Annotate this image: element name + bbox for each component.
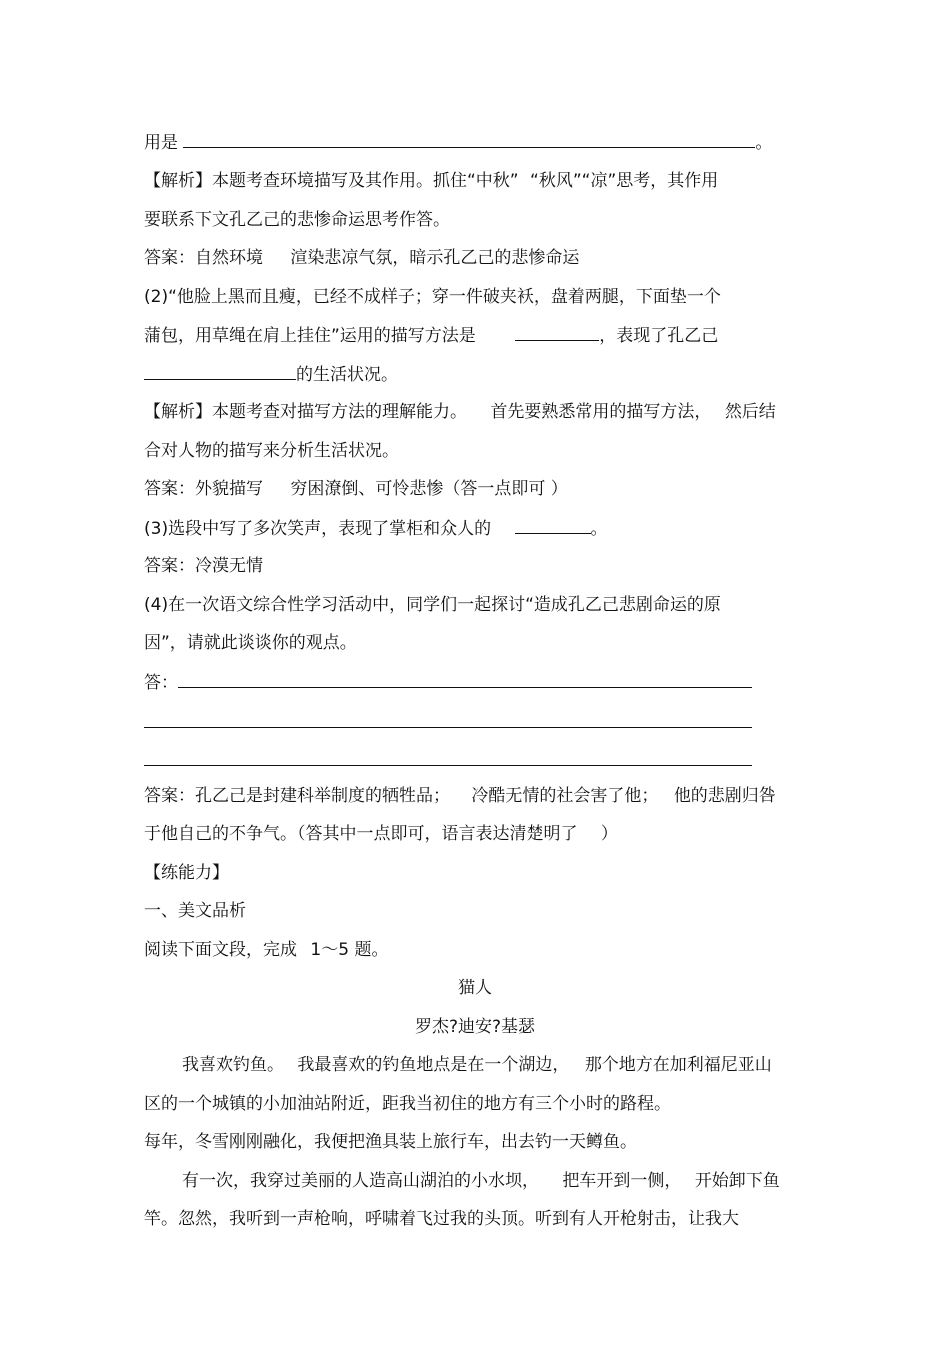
q4-answer-blank-3 — [144, 765, 752, 766]
analysis2-text-c: 然后结 — [724, 402, 776, 422]
q4-answer-blank-2 — [144, 727, 752, 728]
answer1-text-a: 答案：自然环境 — [144, 248, 263, 268]
q3-text: (3)选段中写了多次笑声，表现了掌柜和众人的 — [144, 519, 492, 539]
story-p3-text-a: 有一次，我穿过美丽的人造高山湖泊的小水坝， — [182, 1171, 539, 1191]
analysis2-line2: 合对人物的描写来分析生活状况。 — [144, 441, 399, 461]
analysis1-text-b: “秋风”“凉”思考，其作用 — [530, 171, 719, 191]
story-p3-line2: 竿。忽然，我听到一声枪响，呼啸着飞过我的头顶。听到有人开枪射击，让我大 — [144, 1209, 739, 1229]
q3-blank — [515, 517, 591, 534]
q4-line1: (4)在一次语文综合性学习活动中，同学们一起探讨“造成孔乙己悲剧命运的原 — [144, 595, 721, 615]
q2-line3 — [144, 363, 398, 386]
answer2-line — [144, 478, 568, 500]
q1-answer-blank — [183, 131, 755, 148]
q1-tail-prefix: 用是 — [144, 133, 178, 153]
analysis2-text-b: 首先要熟悉常用的描写方法， — [490, 402, 712, 422]
story-p1-line2: 区的一个城镇的小加油站附近，距我当初住的地方有三个小时的路程。 — [144, 1094, 671, 1114]
q1-tail-suffix: 。 — [755, 133, 773, 153]
q2-line2-text-a: 蒲包，用草绳在肩上挂住”运用的描写方法是 — [144, 326, 476, 346]
analysis2-text-a: 【解析】本题考查对描写方法的理解能力。 — [144, 402, 467, 422]
instruction-text-a: 阅读下面文段，完成 — [144, 940, 297, 960]
q4-answer-blank-1 — [178, 671, 752, 688]
story-p1-text-c: 那个地方在加利福尼亚山 — [584, 1055, 772, 1075]
story-title: 猫人 — [458, 978, 492, 998]
answer2-text-b: 穷困潦倒、可怜悲惨（答一点即可 ） — [290, 479, 568, 499]
analysis1-line2: 要联系下文孔乙己的悲惨命运思考作答。 — [144, 210, 450, 230]
q2-line2 — [144, 324, 718, 347]
q2-status-blank — [144, 363, 296, 380]
story-p3-text-c: 开始卸下鱼 — [694, 1171, 780, 1191]
answer4-line1 — [144, 785, 776, 807]
story-p1-text-a: 我喜欢钓鱼。 — [182, 1055, 284, 1075]
answer4-text-e: ） — [600, 824, 618, 844]
q2-line3-text: 的生活状况。 — [296, 365, 398, 385]
q2-method-blank — [515, 324, 599, 341]
answer4-text-c: 他的悲剧归咎 — [673, 786, 776, 806]
answer1-line — [144, 247, 579, 269]
q3-suffix: 。 — [590, 519, 608, 539]
story-author: 罗杰?迪安?基瑟 — [414, 1017, 536, 1037]
story-p3-text-b: 把车开到一侧， — [562, 1171, 682, 1191]
q3-line — [144, 517, 608, 540]
instruction-text-b: 1～5 题。 — [310, 940, 389, 960]
story-p1-text-b: 我最喜欢的钓鱼地点是在一个湖边， — [297, 1055, 570, 1075]
answer4-line2 — [144, 823, 618, 845]
answer4-text-d: 于他自己的不争气。（答其中一点即可，语言表达清楚明了 — [144, 824, 578, 844]
instruction-line — [144, 939, 388, 961]
section-practice: 【练能力】 — [144, 863, 229, 883]
answer3-line: 答案：冷漠无情 — [144, 556, 263, 576]
answer4-text-b: 冷酷无情的社会害了他； — [471, 786, 659, 806]
section-one: 一、美文品析 — [144, 901, 246, 921]
q2-line2-text-b: ，表现了孔乙己 — [599, 326, 719, 346]
q4-answer-label: 答： — [144, 673, 178, 693]
q1-tail-line — [144, 131, 772, 154]
answer2-text-a: 答案：外貌描写 — [144, 479, 263, 499]
q2-line1: (2)“他脸上黑而且瘦，已经不成样子；穿一件破夹袄，盘着两腿，下面垫一个 — [144, 287, 721, 307]
story-p1-line1 — [182, 1054, 772, 1076]
analysis2-line1 — [144, 401, 776, 423]
analysis1-line1 — [144, 170, 718, 192]
q4-line2: 因”，请就此谈谈你的观点。 — [144, 633, 357, 653]
answer1-text-b: 渲染悲凉气氛，暗示孔乙己的悲惨命运 — [290, 248, 580, 268]
q4-answer-line — [144, 671, 752, 694]
analysis1-text-a: 【解析】本题考查环境描写及其作用。抓住“中秋” — [144, 171, 519, 191]
answer4-text-a: 答案：孔乙己是封建科举制度的牺牲品； — [144, 786, 450, 806]
story-p2: 每年，冬雪刚刚融化，我便把渔具装上旅行车，出去钓一天鳟鱼。 — [144, 1132, 637, 1152]
story-p3-line1 — [182, 1170, 780, 1192]
